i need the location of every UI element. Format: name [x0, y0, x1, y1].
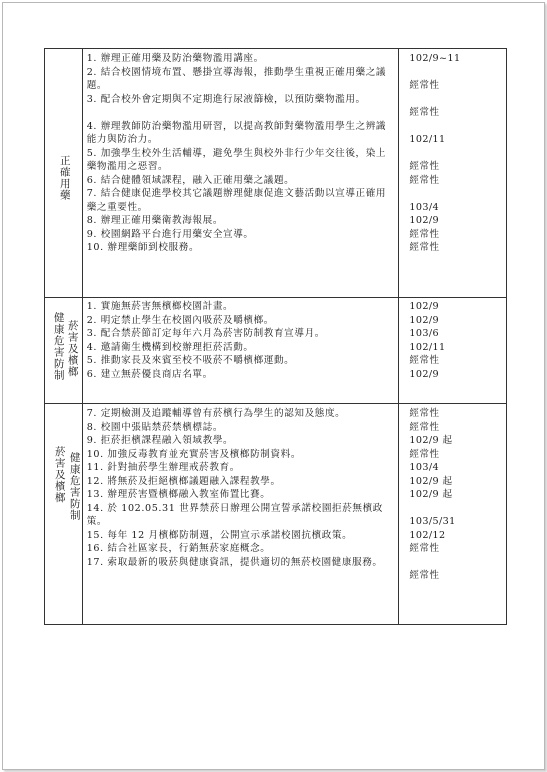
item-date: 102/9 起 — [409, 435, 453, 446]
item-date: 102/9 — [409, 368, 440, 380]
items-cell — [82, 298, 399, 404]
item-date: 102/11 — [409, 134, 446, 145]
item-date: 102/9 — [409, 215, 440, 226]
category-cell — [45, 298, 83, 404]
category-label-inner: 健康危害防制 — [68, 452, 81, 521]
item-date: 103/6 — [409, 328, 440, 339]
list-item: 3. 配合校外會定期與不定期進行尿液篩檢，以預防藥物濫用。 — [86, 93, 366, 105]
item-date: 經常性 — [409, 174, 440, 186]
item-date: 經常性 — [409, 355, 440, 366]
list-item: 10. 加強反毒教育並充實菸害及檳榔防制資料。 — [86, 448, 302, 460]
list-item: 1. 辦理正確用藥及防治藥物濫用講座。 — [86, 53, 264, 64]
item-date: 103/4 — [409, 201, 440, 213]
section-tobacco-betel-2 — [45, 404, 507, 625]
item-date: 102/9 — [409, 301, 440, 312]
item-date: 經常性 — [409, 107, 440, 118]
list-item: 14. 於 102.05.31 世界禁菸日辦理公開宣誓承諾校園拒菸無檳政策。 — [86, 502, 383, 527]
list-item: 4. 邀請衛生機構到校辦理拒菸活動。 — [86, 341, 254, 353]
list-item: 7. 結合健康促進學校其它議題辦理健康促進文藝活動以宣導正確用藥之重要性。 — [86, 188, 387, 213]
item-date: 經常性 — [409, 242, 440, 253]
item-date: 經常性 — [409, 80, 440, 91]
list-item: 8. 校園中張貼禁菸禁檳標誌。 — [86, 421, 224, 433]
category-label-outer: 健康危害防制 — [52, 312, 65, 381]
items-cell — [82, 404, 399, 625]
list-item: 2. 明定禁止學生在校園內吸菸及嚼檳榔。 — [86, 314, 274, 326]
section-proper-medication — [45, 49, 507, 298]
item-date: 經常性 — [409, 421, 440, 433]
item-date: 102/9~11 — [409, 53, 461, 64]
list-item: 9. 拒菸拒檳課程融入領域教學。 — [86, 435, 234, 446]
item-date: 102/12 — [409, 529, 446, 541]
item-date: 103/4 — [409, 462, 440, 473]
item-date: 103/5/31 — [409, 516, 456, 527]
item-date: 經常性 — [409, 543, 440, 554]
section-tobacco-betel-1 — [45, 298, 507, 404]
item-date: 102/11 — [409, 341, 446, 353]
category-label-outer: 菸害及檳榔 — [53, 446, 66, 504]
list-item: 10. 辦理藥師到校服務。 — [86, 242, 200, 253]
category-cell — [45, 404, 83, 625]
list-item: 3. 配合禁菸節訂定每年六月為菸害防制教育宣導月。 — [86, 328, 325, 339]
list-item: 1. 實施無菸害無檳榔校園計畫。 — [86, 301, 234, 312]
dates-cell — [399, 49, 507, 298]
item-date: 經常性 — [409, 408, 440, 419]
list-item: 5. 加強學生校外生活輔導，避免學生與校外非行少年交往後，染上藥物濫用之惡習。 — [86, 147, 387, 172]
list-item: 7. 定期檢測及追蹤輔導曾有菸檳行為學生的認知及態度。 — [86, 408, 346, 419]
item-date: 經常性 — [409, 228, 440, 240]
list-item: 17. 索取最新的吸菸與健康資訊，提供適切的無菸校園健康服務。 — [86, 556, 383, 568]
item-date: 經常性 — [409, 161, 440, 172]
list-item: 2. 結合校園情境布置、懸掛宣導海報，推動學生重視正確用藥之議題。 — [86, 66, 387, 91]
list-item: 4. 辦理教師防治藥物濫用研習，以提高教師對藥物濫用學生之辨識能力與防治力。 — [86, 120, 387, 145]
dates-cell — [399, 298, 507, 404]
list-item: 15. 每年 12 月檳榔防制週，公開宣示承諾校園抗檳政策。 — [86, 529, 353, 541]
category-label: 正確用藥 — [58, 155, 71, 201]
list-item: 16. 結合社區家長，行銷無菸家庭概念。 — [86, 543, 271, 554]
list-item: 8. 辦理正確用藥衛教海報展。 — [86, 215, 224, 226]
items-cell — [82, 49, 399, 298]
item-date: 102/9 — [409, 314, 440, 326]
list-item: 6. 建立無菸優良商店名單。 — [86, 368, 213, 380]
list-item: 6. 結合健體領域課程，融入正確用藥之議題。 — [86, 174, 295, 186]
category-cell — [45, 49, 83, 298]
list-item: 13. 辦理菸害暨檳榔融入教室佈置比賽。 — [86, 489, 271, 500]
list-item: 9. 校園網路平台進行用藥安全宣導。 — [86, 228, 254, 240]
list-item: 11. 針對抽菸學生辦理戒菸教育。 — [86, 462, 240, 473]
item-date: 102/9 起 — [409, 489, 453, 500]
plan-table — [44, 48, 507, 625]
list-item: 12. 將無菸及拒絕檳榔議題融入課程教學。 — [86, 475, 281, 487]
item-date: 經常性 — [409, 448, 440, 460]
item-date: 102/9 起 — [409, 475, 453, 487]
category-label-inner: 菸害及檳榔 — [66, 320, 79, 378]
dates-cell — [399, 404, 507, 625]
item-date: 經常性 — [409, 570, 440, 581]
list-item: 5. 推動家長及來賓至校不吸菸不嚼檳榔運動。 — [86, 355, 295, 366]
